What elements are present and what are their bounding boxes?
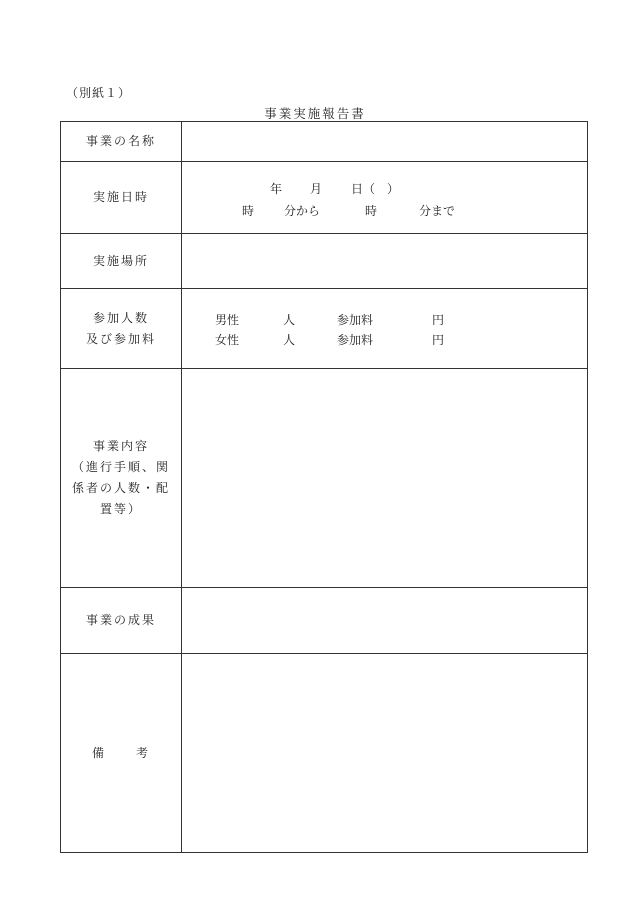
hour-from-unit: 時 bbox=[242, 204, 255, 218]
remarks-label-char2: 考 bbox=[136, 745, 151, 760]
minute-from-unit: 分から bbox=[284, 204, 321, 218]
event-name-field[interactable] bbox=[182, 122, 588, 162]
event-content-label-line4: 置等） bbox=[99, 502, 142, 516]
remarks-field[interactable] bbox=[182, 654, 588, 853]
month-unit: 月 bbox=[310, 182, 323, 196]
attachment-label: （別紙１） bbox=[66, 86, 132, 100]
event-content-label-line3: 係者の人数・配 bbox=[71, 481, 170, 495]
place-field[interactable] bbox=[182, 234, 588, 289]
participants-label-line1: 参加人数 bbox=[92, 310, 149, 325]
participants-label bbox=[61, 289, 182, 369]
male-person-unit: 人 bbox=[283, 313, 296, 327]
datetime-field[interactable] bbox=[182, 162, 588, 234]
event-content-field[interactable] bbox=[182, 369, 588, 588]
participants-field[interactable] bbox=[182, 289, 588, 369]
event-result-label: 事業の成果 bbox=[61, 588, 182, 654]
female-fee-label: 参加料 bbox=[337, 333, 374, 347]
female-yen-unit: 円 bbox=[432, 333, 445, 347]
row-remarks bbox=[61, 654, 588, 853]
row-event-content bbox=[61, 369, 588, 588]
remarks-label-char1: 備 bbox=[91, 745, 106, 760]
female-person-unit: 人 bbox=[283, 333, 296, 347]
participants-label-line2: 及び参加料 bbox=[85, 331, 156, 346]
male-fee-label: 参加料 bbox=[337, 313, 374, 327]
remarks-label bbox=[61, 654, 182, 853]
row-event-result bbox=[61, 588, 588, 654]
male-label: 男性 bbox=[215, 313, 240, 327]
report-table bbox=[60, 121, 588, 853]
datetime-label: 実施日時 bbox=[61, 162, 182, 234]
event-content-label-line1: 事業内容 bbox=[92, 439, 149, 453]
hour-to-unit: 時 bbox=[365, 204, 378, 218]
event-result-field[interactable] bbox=[182, 588, 588, 654]
year-unit: 年 bbox=[270, 182, 283, 196]
male-yen-unit: 円 bbox=[432, 313, 445, 327]
row-participants bbox=[61, 289, 588, 369]
document-title: 事業実施報告書 bbox=[264, 106, 366, 121]
event-content-label-line2: （進行手順、関 bbox=[71, 460, 170, 474]
row-event-name bbox=[61, 122, 588, 162]
female-label: 女性 bbox=[215, 333, 240, 347]
minute-to-unit: 分まで bbox=[419, 204, 456, 218]
row-datetime bbox=[61, 162, 588, 234]
place-label: 実施場所 bbox=[61, 234, 182, 289]
event-content-label bbox=[61, 369, 182, 588]
row-place bbox=[61, 234, 588, 289]
day-unit: 日（ ） bbox=[351, 182, 400, 196]
event-name-label: 事業の名称 bbox=[61, 122, 182, 162]
